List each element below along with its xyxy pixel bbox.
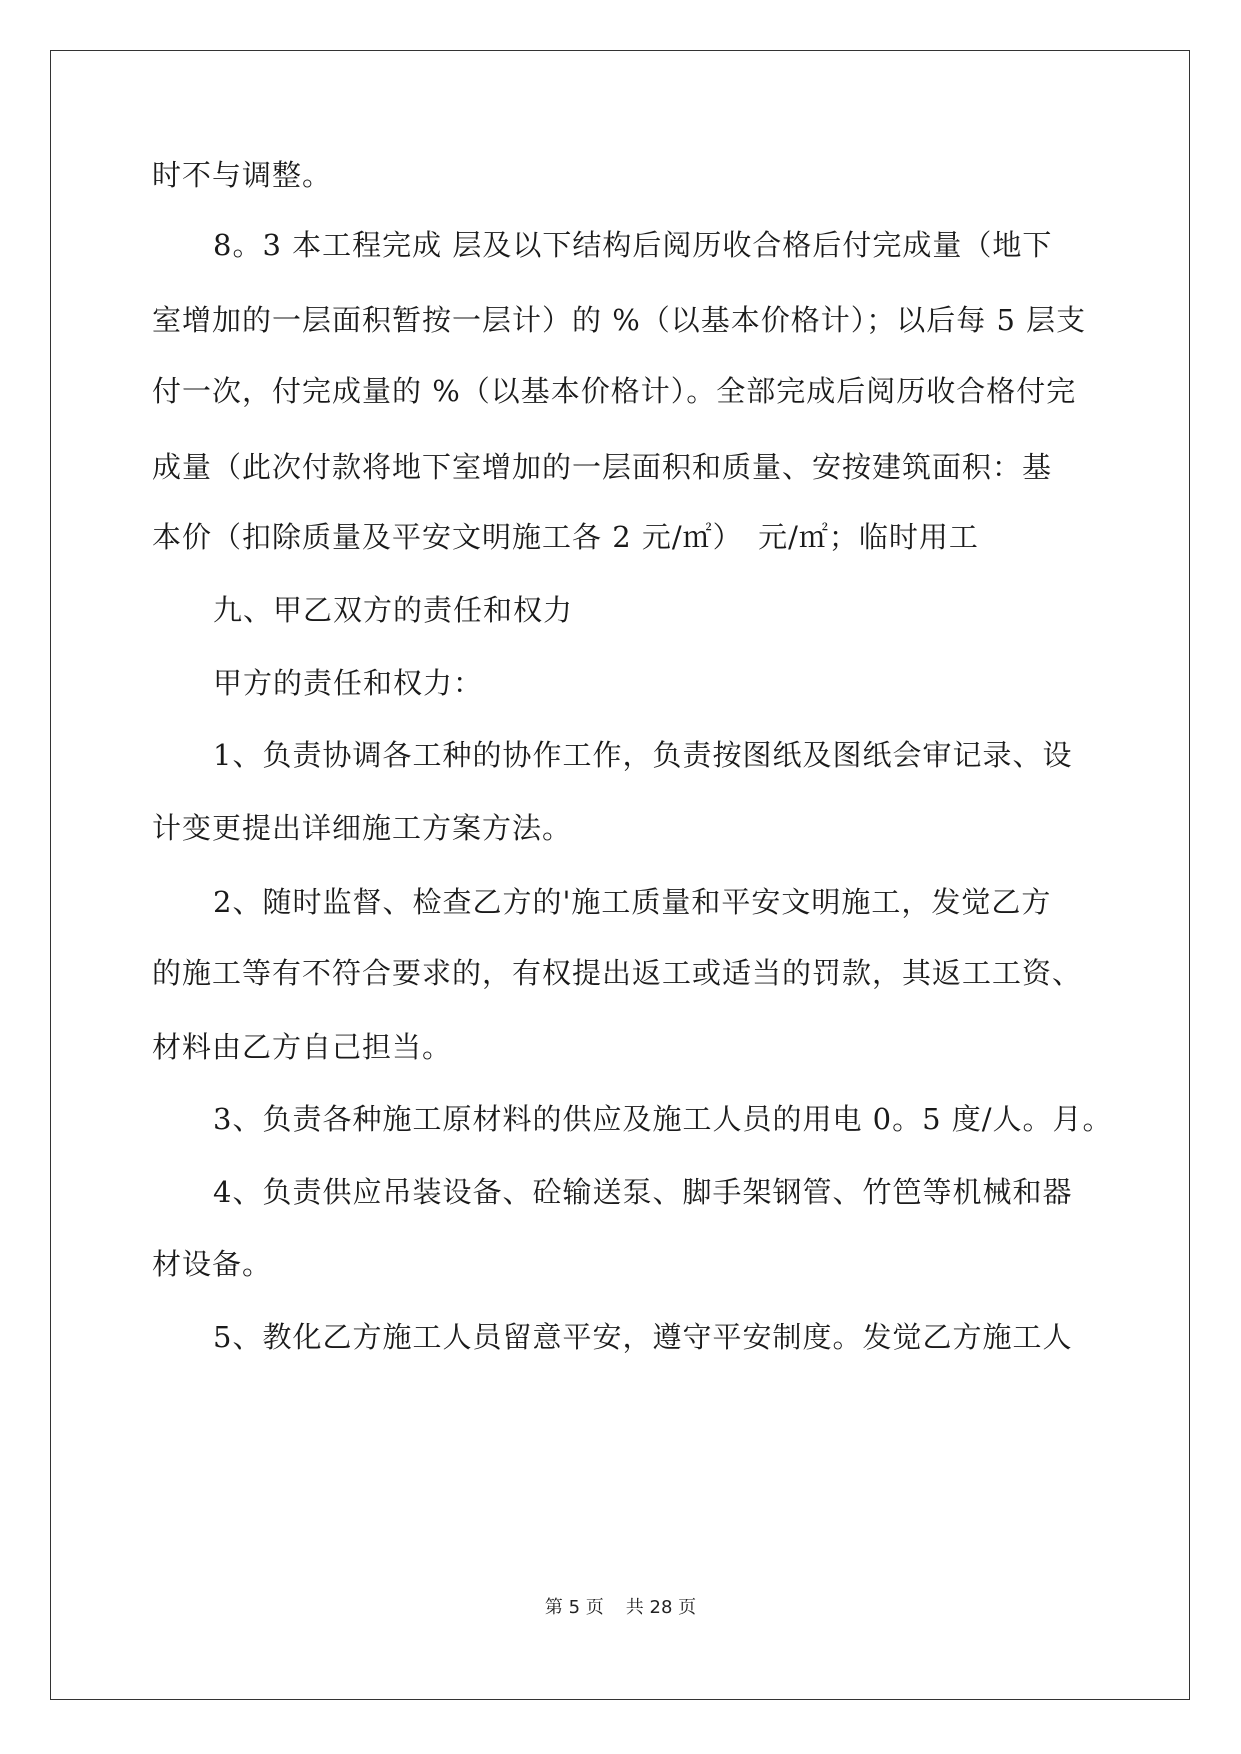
subsection-heading: 甲方的责任和权力： xyxy=(213,666,484,700)
text-line: 2、随时监督、检查乙方的'施工质量和平安文明施工，发觉乙方 xyxy=(213,885,1052,919)
text-line: 计变更提出详细施工方案方法。 xyxy=(152,811,573,845)
page-number: 第 5 页 xyxy=(544,1597,604,1618)
section-heading: 九、甲乙双方的责任和权力 xyxy=(213,593,574,627)
page-total: 共 28 页 xyxy=(625,1597,697,1618)
text-line: 成量（此次付款将地下室增加的一层面积和质量、安按建筑面积：基 xyxy=(152,450,1053,484)
text-line: 3、负责各种施工原材料的供应及施工人员的用电 0。5 度/人。月。 xyxy=(213,1102,1113,1136)
page-border xyxy=(50,50,1190,1700)
text-line: 室增加的一层面积暂按一层计）的 %（以基本价格计）；以后每 5 层支 xyxy=(152,303,1087,337)
text-line: 5、教化乙方施工人员留意平安，遵守平安制度。发觉乙方施工人 xyxy=(213,1320,1073,1354)
text-line: 时不与调整。 xyxy=(152,158,333,192)
text-line: 1、负责协调各工种的协作工作，负责按图纸及图纸会审记录、设 xyxy=(213,738,1073,772)
page-footer xyxy=(0,1596,1241,1620)
text-line: 材设备。 xyxy=(152,1247,273,1281)
text-line: 4、负责供应吊装设备、砼输送泵、脚手架钢管、竹笆等机械和器 xyxy=(213,1175,1073,1209)
text-line: 的施工等有不符合要求的，有权提出返工或适当的罚款，其返工工资、 xyxy=(152,956,1083,990)
text-line: 材料由乙方自己担当。 xyxy=(152,1030,453,1064)
text-line: 付一次，付完成量的 %（以基本价格计）。全部完成后阅历收合格付完 xyxy=(152,374,1077,408)
text-line: 本价（扣除质量及平安文明施工各 2 元/㎡） 元/㎡；临时用工 xyxy=(152,520,979,554)
text-line: 8。3 本工程完成 层及以下结构后阅历收合格后付完成量（地下 xyxy=(213,228,1053,262)
